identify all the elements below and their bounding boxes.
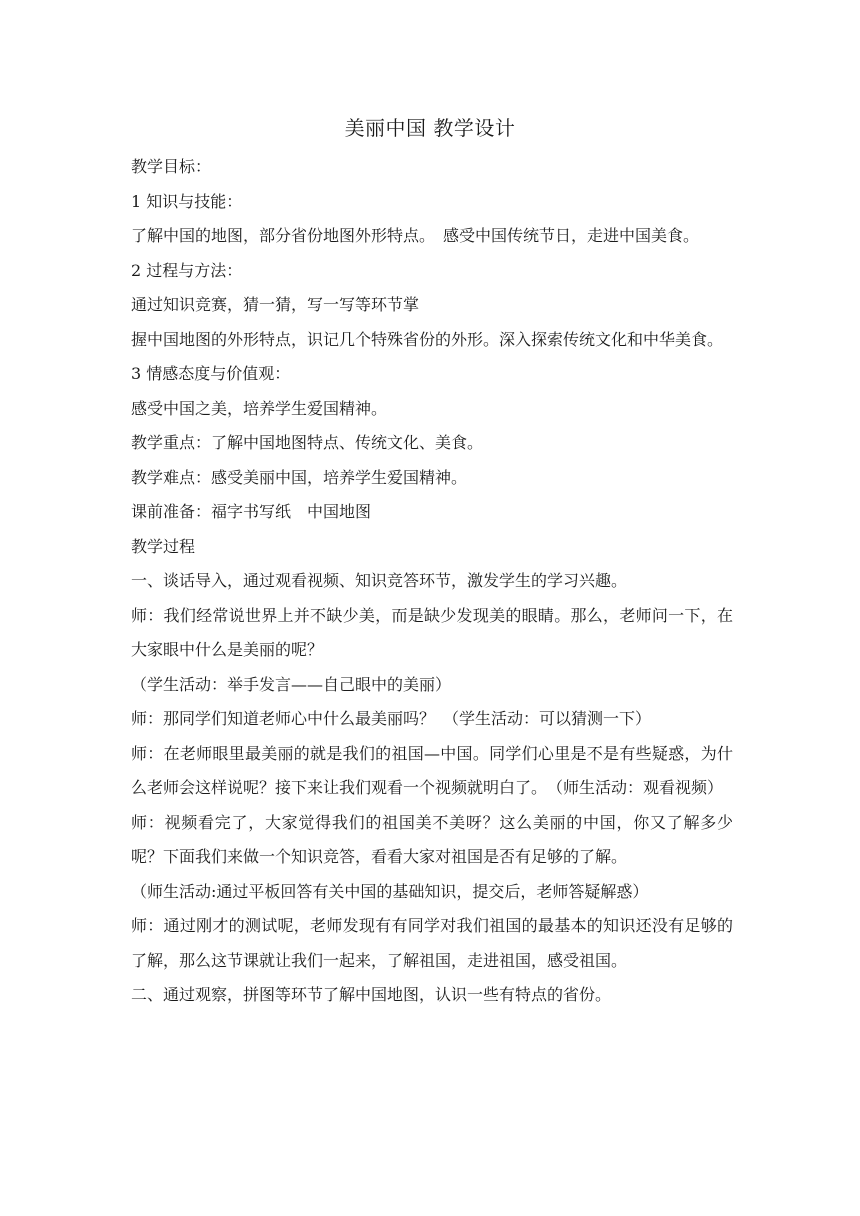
document-body (131, 150, 733, 1013)
paragraph-activity-2: （师生活动:通过平板回答有关中国的基础知识，提交后，老师答疑解惑） (131, 881, 649, 901)
paragraph-section-one: 一、谈话导入，通过观看视频、知识竞答环节，激发学生的学习兴趣。 (131, 571, 628, 590)
paragraph-emotion-values: 3 情感态度与价值观： (131, 364, 291, 383)
paragraph-section-two: 二、通过观察，拼图等环节了解中国地图，认识一些有特点的省份。 (131, 985, 612, 1004)
paragraph-teacher-2: 师：那同学们知道老师心中什么最美丽吗？ （学生活动：可以猜测一下） (131, 709, 652, 728)
paragraph-process-methods: 2 过程与方法： (131, 260, 243, 280)
document-title: 美丽中国 教学设计 (344, 116, 516, 140)
paragraph-preparation: 课前准备：福字书写纸 中国地图 (131, 502, 372, 521)
paragraph-knowledge-skills: 1 知识与技能： (131, 191, 243, 211)
paragraph-process-content-2: 握中国地图的外形特点，识记几个特殊省份的外形。深入探索传统文化和中华美食。 (131, 329, 724, 349)
paragraph-teaching-goals: 教学目标： (131, 157, 212, 176)
paragraph-teacher-5: 师：通过刚才的测试呢，老师发现有有同学对我们祖国的最基本的知识还没有足够的了解，那么这节课就让我们一起来，了解祖国，走进祖国，感受祖国。 (131, 916, 733, 970)
paragraph-teaching-process: 教学过程 (131, 536, 196, 556)
paragraph-key-points: 教学重点：了解中国地图特点、传统文化、美食。 (131, 433, 484, 452)
paragraph-process-content-1: 通过知识竞赛，猜一猜，写一写等环节掌 (131, 295, 420, 314)
paragraph-teacher-3: 师：在老师眼里最美丽的就是我们的祖国—中国。同学们心里是不是有些疑惑，为什么老师会这样说呢？接下来让我们观看一个视频就明白了。 （师生活动：观看视频） (131, 743, 733, 797)
paragraph-difficulties: 教学难点：感受美丽中国，培养学生爱国精神。 (131, 467, 468, 487)
paragraph-teacher-4: 师：视频看完了，大家觉得我们的祖国美不美呀？这么美丽的中国，你又了解多少呢？下面我们来做一个知识竞答，看看大家对祖国是否有足够的了解。 (131, 812, 733, 866)
paragraph-teacher-1: 师：我们经常说世界上并不缺少美，而是缺少发现美的眼睛。那么，老师问一下，在大家眼中什么是美丽的呢？ (131, 605, 733, 659)
paragraph-emotion-content: 感受中国之美，培养学生爱国精神。 (131, 398, 388, 418)
paragraph-student-activity-1: （学生活动：举手发言——自己眼中的美丽） (131, 674, 452, 694)
paragraph-knowledge-content: 了解中国的地图，部分省份地图外形特点。 感受中国传统节日，走进中国美食。 (131, 226, 700, 245)
